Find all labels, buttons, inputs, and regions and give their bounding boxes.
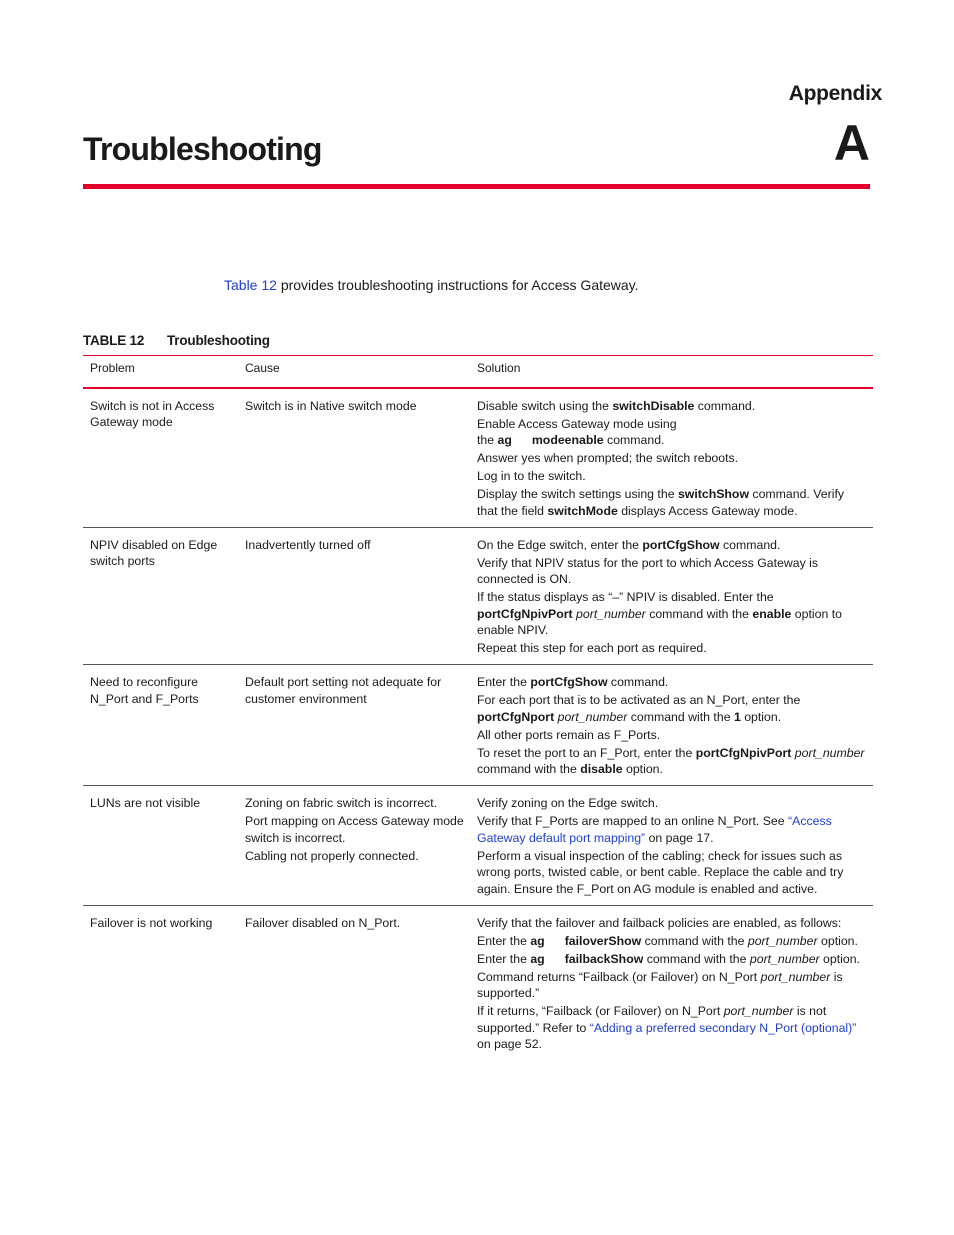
problem-cell: LUNs are not visible xyxy=(83,786,238,906)
cause-cell xyxy=(238,905,470,1060)
table-caption xyxy=(83,333,270,348)
command-text: portCfgNpivPort xyxy=(695,745,792,760)
command-text: switchMode xyxy=(547,503,618,518)
header-solution: Solution xyxy=(470,356,873,388)
step-text: Command returns “Failback (or Failover) on N_Port xyxy=(477,969,761,984)
solution-step: Answer yes when prompted; the switch reboots. xyxy=(477,451,739,465)
step-text: command. xyxy=(607,675,669,689)
argument-text: port_number xyxy=(749,951,820,966)
argument-text: port_number xyxy=(791,745,865,760)
step-text: option. xyxy=(740,709,782,724)
cause-text: Inadvertently turned off xyxy=(245,537,371,552)
step-text: command. xyxy=(603,433,665,447)
solution-step xyxy=(477,537,867,554)
solution-step xyxy=(477,951,867,968)
command-text: enable xyxy=(752,606,792,621)
cause-cell xyxy=(238,665,470,786)
step-text: command with the xyxy=(627,709,734,724)
table-caption-title: Troubleshooting xyxy=(167,333,270,348)
cause-text: Cabling not properly connected. xyxy=(245,848,419,863)
cause-cell xyxy=(238,786,470,906)
solution-step xyxy=(477,933,867,950)
page-title: Troubleshooting xyxy=(83,131,322,167)
step-text: command with the xyxy=(643,951,750,966)
troubleshooting-table xyxy=(83,355,873,1060)
argument-text: port_number xyxy=(747,933,818,948)
command-text: modeenable xyxy=(531,433,604,447)
step-text: option. xyxy=(622,762,663,776)
solution-cell xyxy=(470,905,873,1060)
table-row xyxy=(83,527,873,665)
command-text: failbackShow xyxy=(564,951,644,966)
solution-step: Enable Access Gateway mode using xyxy=(477,416,677,431)
command-text: switchDisable xyxy=(612,398,695,413)
argument-text: port_number xyxy=(554,709,628,724)
step-text: on page 52. xyxy=(477,1037,542,1051)
solution-cell xyxy=(470,665,873,786)
step-text: command. xyxy=(694,398,756,413)
solution-step xyxy=(477,969,867,1002)
solution-step xyxy=(477,486,867,519)
solution-step xyxy=(477,1003,867,1053)
solution-step: Verify zoning on the Edge switch. xyxy=(477,796,659,810)
step-text: on page 17. xyxy=(645,830,714,845)
command-text: 1 xyxy=(733,709,741,724)
cause-text: Default port setting not adequate for customer environment xyxy=(245,675,442,706)
problem-cell: Switch is not in Access Gateway mode xyxy=(83,388,238,528)
table-header-row xyxy=(83,356,873,388)
command-text: portCfgNpivPort xyxy=(477,606,573,621)
step-text: option to enable NPIV. xyxy=(477,606,842,637)
step-text: For each port that is to be activated as an N_Port, enter the xyxy=(477,693,801,707)
cause-cell xyxy=(238,527,470,665)
step-text: command with the xyxy=(641,933,748,948)
solution-step: Verify that NPIV status for the port to which Access Gateway is connected is ON. xyxy=(477,555,819,586)
table-row xyxy=(83,388,873,528)
solution-step: All other ports remain as F_Ports. xyxy=(477,727,661,742)
problem-cell: Failover is not working xyxy=(90,915,213,930)
solution-step xyxy=(477,745,867,778)
step-text: command. xyxy=(719,537,781,552)
step-text: is not supported.” Refer to xyxy=(477,1004,827,1035)
step-text: If it returns, “Failback (or Failover) on N_Port xyxy=(477,1004,724,1018)
step-text: Enter the xyxy=(477,951,531,966)
cause-text: Switch is in Native switch mode xyxy=(245,398,417,413)
step-text: command with the xyxy=(477,762,581,776)
command-text: portCfgShow xyxy=(530,675,608,689)
table-caption-number: TABLE 12 xyxy=(83,333,145,348)
step-text: is supported.” xyxy=(477,969,843,1000)
cause-text: Port mapping on Access Gateway mode switch is incorrect. xyxy=(245,814,464,845)
step-text: On the Edge switch, enter the xyxy=(477,537,643,552)
appendix-label: Appendix xyxy=(788,82,882,105)
solution-cell xyxy=(470,786,873,906)
solution-step xyxy=(477,674,867,691)
solution-step xyxy=(477,432,867,449)
table-row xyxy=(83,665,873,786)
secondary-nport-link[interactable]: “Adding a preferred secondary N_Port (optional)” xyxy=(589,1020,857,1035)
command-text: ag xyxy=(497,433,512,447)
command-text: ag xyxy=(530,951,545,966)
step-text: displays Access Gateway mode. xyxy=(617,503,798,518)
intro-paragraph xyxy=(224,276,639,294)
step-text: Enter the xyxy=(477,933,531,948)
step-text: Disable switch using the xyxy=(477,398,613,413)
cause-text: Zoning on fabric switch is incorrect. xyxy=(245,796,438,810)
solution-step: Verify that the failover and failback policies are enabled, as follows: xyxy=(477,915,842,930)
step-text: command with the xyxy=(645,606,753,621)
appendix-letter: A xyxy=(833,115,870,171)
step-text: command. Verify that the field xyxy=(477,487,845,518)
solution-step xyxy=(477,398,867,415)
table-12-link[interactable]: Table 12 xyxy=(224,277,277,293)
argument-text: port_number xyxy=(723,1004,794,1018)
command-text: disable xyxy=(580,762,623,776)
header-cause: Cause xyxy=(238,356,470,388)
port-mapping-link[interactable]: “Access Gateway default port mapping” xyxy=(477,814,832,845)
solution-step xyxy=(477,692,867,725)
problem-cell: Need to reconfigure N_Port and F_Ports xyxy=(83,665,238,786)
step-text: To reset the port to an F_Port, enter the xyxy=(477,745,696,760)
solution-cell xyxy=(470,388,873,528)
cause-text: Failover disabled on N_Port. xyxy=(245,915,401,930)
step-text: If the status displays as “–” NPIV is disabled. Enter the xyxy=(477,590,774,604)
cause-cell xyxy=(238,388,470,528)
solution-step: Perform a visual inspection of the cabling; check for issues such as wrong ports, twisted cable, or bent cable. Replace the cable and try again. Ensure the F_Port on AG module is enabled and active. xyxy=(477,848,844,896)
argument-text: port_number xyxy=(760,969,831,984)
title-rule xyxy=(83,184,870,189)
problem-cell: NPIV disabled on Edge switch ports xyxy=(83,527,238,665)
table-row xyxy=(83,905,873,1060)
solution-step: Repeat this step for each port as required. xyxy=(477,641,707,655)
command-text: portCfgNport xyxy=(477,709,555,724)
step-text: the xyxy=(477,433,498,447)
command-text: switchShow xyxy=(677,487,750,501)
step-text: Verify that F_Ports are mapped to an online N_Port. See xyxy=(477,814,789,828)
command-text: failoverShow xyxy=(564,933,642,948)
command-text: ag xyxy=(530,933,545,948)
intro-text: provides troubleshooting instructions for Access Gateway. xyxy=(276,277,639,293)
header-problem: Problem xyxy=(83,356,238,388)
step-text: Display the switch settings using the xyxy=(477,487,678,501)
step-text: Enter the xyxy=(477,675,531,689)
command-text: portCfgShow xyxy=(642,537,720,552)
solution-step xyxy=(477,813,867,846)
solution-cell xyxy=(470,527,873,665)
solution-step: Log in to the switch. xyxy=(477,469,586,483)
step-text: option. xyxy=(817,933,858,948)
step-text: option. xyxy=(819,951,860,966)
argument-text: port_number xyxy=(572,606,646,621)
table-row xyxy=(83,786,873,906)
solution-step xyxy=(477,589,867,639)
